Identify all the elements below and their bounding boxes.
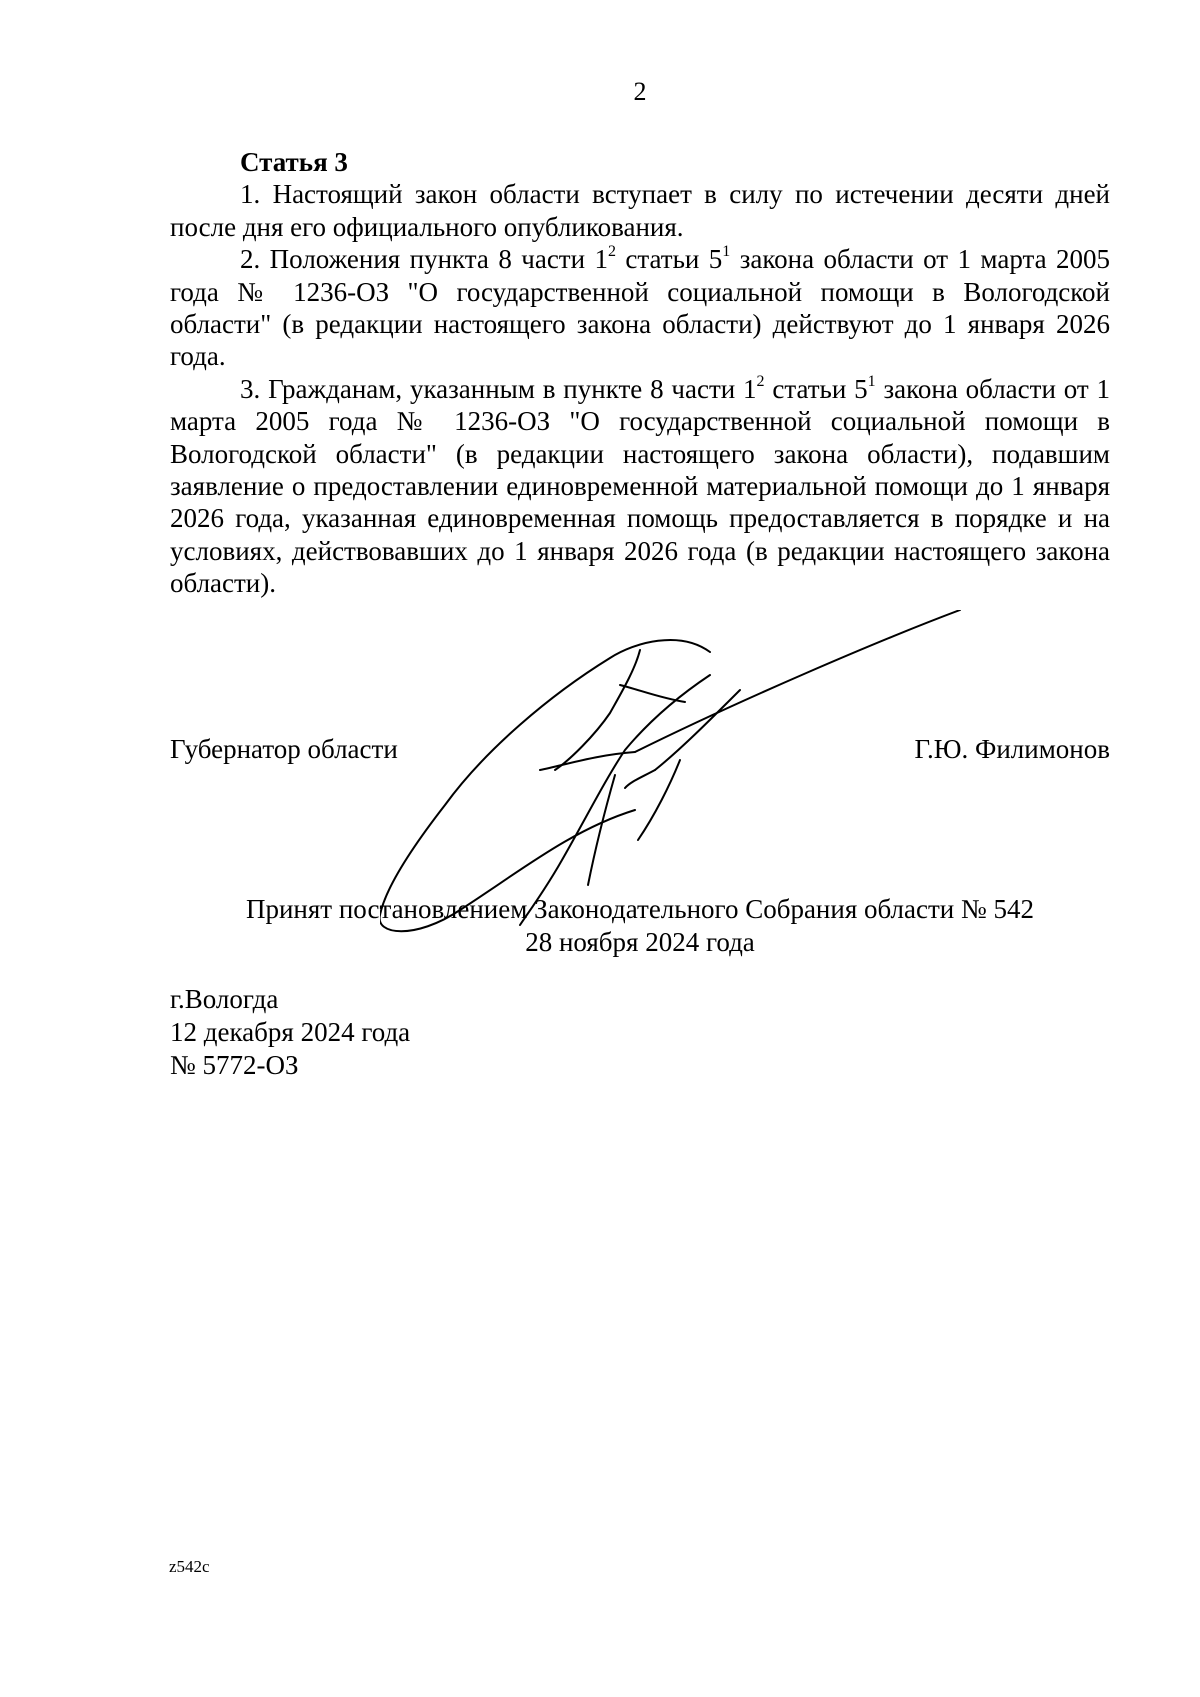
- article-body: [170, 146, 1110, 600]
- document-code: z542c: [169, 1557, 210, 1576]
- page-number: 2: [633, 77, 647, 106]
- paragraph-3-superscript-2: 1: [867, 372, 876, 390]
- paragraph-3-text-3: закона области от 1 марта 2005 года № 1236-ОЗ "О государственной социальной помощи в Вологодской области" (в редакции настоящего закона области), подавшим заявление о предоставлении единовременной материальной помощи до 1 января 2026 года, указанная единовременная помощь предоставляется в порядке и на условиях, действовавших до 1 января 2026 года (в редакции настоящего закона области).: [170, 373, 1110, 599]
- city: г.Вологда: [170, 984, 279, 1014]
- signer-name: Г.Ю. Филимонов: [914, 734, 1110, 764]
- paragraph-3: [170, 373, 1110, 600]
- paragraph-2-superscript-1: 2: [607, 243, 616, 261]
- signer-position: Губернатор области: [170, 734, 398, 764]
- adoption-line-1: Принят постановлением Законодательного Собрания области № 542: [245, 894, 1035, 924]
- adoption-note: [170, 893, 1110, 958]
- paragraph-2-text-3: закона области от 1 марта 2005 года № 1236-ОЗ "О государственной социальной помощи в Вологодской области" (в редакции настоящего закона области) действуют до 1 января 2026 года.: [170, 244, 1110, 372]
- signing-date: 12 декабря 2024 года: [170, 1017, 411, 1047]
- article-title: Статья 3: [240, 147, 348, 177]
- paragraph-2-superscript-2: 1: [722, 243, 731, 261]
- paragraph-1: 1. Настоящий закон области вступает в силу по истечении десяти дней после дня его официального опубликования.: [170, 179, 1110, 242]
- paragraph-2-text-2: статьи 5: [615, 244, 723, 275]
- paragraph-2-text-1: 2. Положения пункта 8 части 1: [240, 244, 608, 275]
- paragraph-2: [170, 243, 1110, 373]
- adoption-line-2: 28 ноября 2024 года: [525, 926, 755, 957]
- paragraph-3-superscript-1: 2: [756, 372, 765, 390]
- place-date-block: [170, 983, 410, 1082]
- paragraph-3-text-1: 3. Гражданам, указанным в пункте 8 части 1: [240, 373, 757, 404]
- law-number: № 5772-ОЗ: [170, 1050, 299, 1080]
- paragraph-3-text-2: статьи 5: [764, 373, 868, 404]
